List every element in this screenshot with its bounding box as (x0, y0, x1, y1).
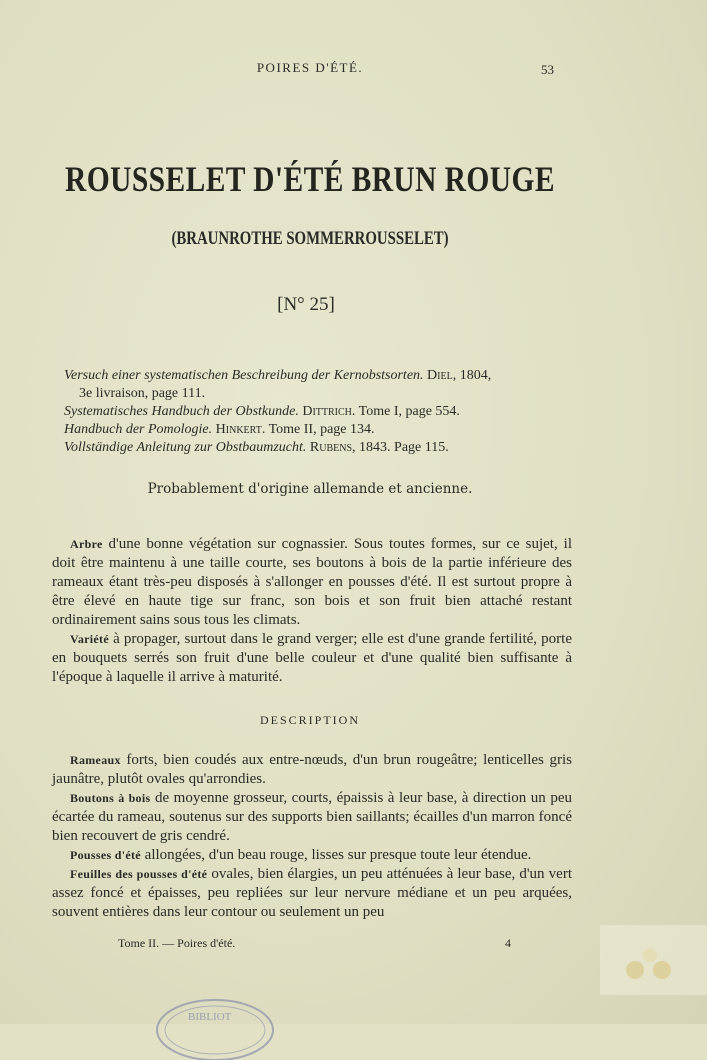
library-stamp (150, 990, 280, 1060)
paragraph-arbre: Arbre d'une bonne végétation sur cognassier. Sous toutes formes, sur ce sujet, il doit être maintenu à une taille courte, ses boutons à bois de la partie inférieure des rameaux étant très-peu disposés à s'allonger en pousses d'été. Il est surtout propre à être élevé en haute tige sur franc, son bois et son fruit bien attaché restant ordinairement sains sous tous les climats. (52, 536, 572, 628)
description-heading: DESCRIPTION (259, 713, 360, 727)
reference-item: Systematisches Handbuch der Obstkunde. Dittrich. Tome I, page 554. (64, 404, 460, 419)
footer-signature: Tome II. — Poires d'été. (118, 936, 236, 950)
paragraph-variete: Variété à propager, surtout dans le grand verger; elle est d'une grande fertilité, porte en bouquets serrés son fruit d'une belle couleur et d'une qualité bien suffisante à l'époque à laquelle il arrive à maturité. (52, 631, 572, 685)
origin-note: Probablement d'origine allemande et ancienne. (147, 481, 473, 497)
svg-text:BIBLIOT: BIBLIOT (188, 1011, 232, 1023)
description-boutons: Boutons à bois de moyenne grosseur, courts, épaissis à leur base, à direction un peu écartée du rameau, soutenus sur des supports bien saillants; écailles d'un marron foncé bien recouvert de gris cendré. (52, 790, 572, 844)
reference-item: Versuch einer systematischen Beschreibung der Kernobstsorten. Diel, 1804, (64, 368, 492, 383)
page-number: 53 (541, 62, 554, 77)
page-subtitle: (BRAUNROTHE SOMMERROUSSELET) (171, 228, 449, 249)
reference-item: Vollständige Anleitung zur Obstbaumzucht. Rubens, 1843. Page 115. (64, 440, 449, 455)
description-feuilles: Feuilles des pousses d'été ovales, bien élargies, un peu atténuées à leur base, d'un vert assez foncé et épaisses, peu repliées sur leur nervure médiane et un peu arquées, souvent entières dans leur contour ou seulement un peu (52, 866, 572, 920)
reference-item-continuation: 3e livraison, page 111. (79, 386, 206, 401)
corner-mark (600, 925, 707, 995)
references-list (64, 367, 604, 457)
reference-item: Handbuch der Pomologie. Hinkert. Tome II, page 134. (64, 422, 375, 437)
variety-number: [N° 25] (277, 294, 335, 315)
footer-signature-number: 4 (505, 936, 511, 950)
description-paragraphs (52, 751, 572, 922)
general-paragraphs (52, 535, 572, 687)
page-title: ROUSSELET D'ÉTÉ BRUN ROUGE (65, 159, 555, 199)
description-pousses: Pousses d'été allongées, d'un beau rouge, lisses sur presque toute leur étendue. (70, 847, 532, 863)
description-rameaux: Rameaux forts, bien coudés aux entre-nœuds, d'un brun rougeâtre; lenticelles gris jaunâtre, plutôt ovales qu'arrondies. (52, 752, 572, 787)
running-head: POIRES D'ÉTÉ. (256, 60, 364, 75)
